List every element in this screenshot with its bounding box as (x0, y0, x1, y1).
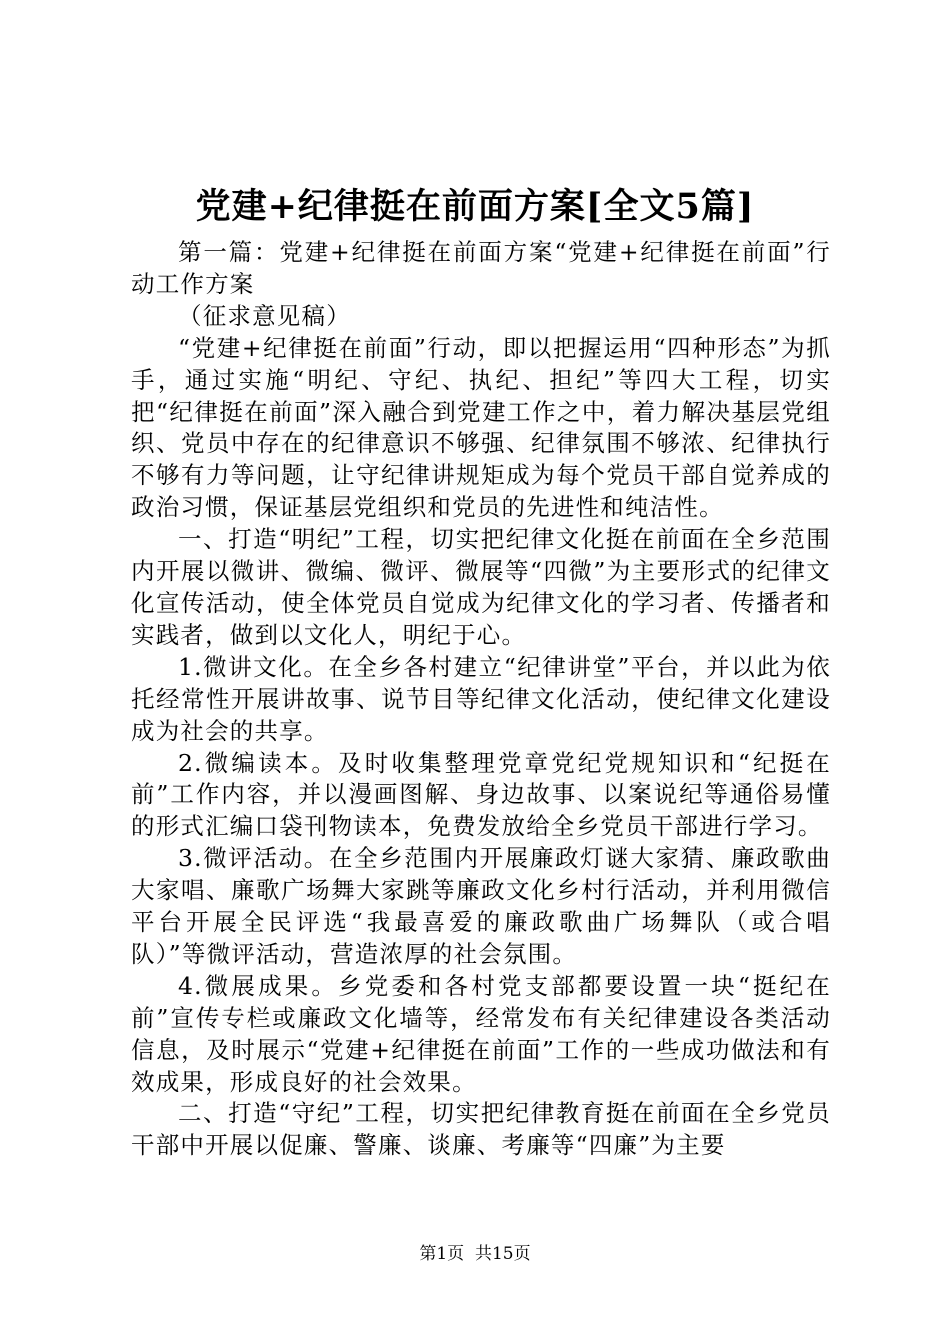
paragraph-item-1: 1.微讲文化。在全乡各村建立“纪律讲堂”平台，并以此为依托经常性开展讲故事、说节目等纪律文化活动，使纪律文化建设成为社会的共享。 (131, 652, 831, 745)
paragraph-item-2: 2.微编读本。及时收集整理党章党纪党规知识和“纪挺在前”工作内容，并以漫画图解、身边故事、以案说纪等通俗易懂的形式汇编口袋刊物读本，免费发放给全乡党员干部进行学习。 (131, 748, 831, 841)
paragraph-intro: “党建+纪律挺在前面”行动，即以把握运用“四种形态”为抓手，通过实施“明纪、守纪、执纪、担纪”等四大工程，切实把“纪律挺在前面”深入融合到党建工作之中，着力解决基层党组织、党员中存在的纪律意识不够强、纪律氛围不够浓、纪律执行不够有力等问题，让守纪律讲规矩成为每个党员干部自觉养成的政治习惯，保证基层党组织和党员的先进性和纯洁性。 (131, 333, 831, 522)
paragraph-item-4: 4.微展成果。乡党委和各村党支部都要设置一块“挺纪在前”宣传专栏或廉政文化墙等，经常发布有关纪律建设各类活动信息，及时展示“党建+纪律挺在前面”工作的一些成功做法和有效成果，形成良好的社会效果。 (131, 971, 831, 1096)
paragraph-item-3: 3.微评活动。在全乡范围内开展廉政灯谜大家猜、廉政歌曲大家唱、廉歌广场舞大家跳等廉政文化乡村行活动，并利用微信平台开展全民评选“我最喜爱的廉政歌曲广场舞队（或合唱队）”等微评活动，营造浓厚的社会氛围。 (131, 844, 831, 968)
paragraph-section-one: 一、打造“明纪”工程，切实把纪律文化挺在前面在全乡范围内开展以微讲、微编、微评、微展等“四微”为主要形式的纪律文化宣传活动，使全体党员自觉成为纪律文化的学习者、传播者和实践者，做到以文化人，明纪于心。 (131, 525, 831, 649)
paragraph-draft-note: （征求意见稿） (178, 301, 351, 330)
page-footer: 第1页 共15页 (419, 1244, 531, 1264)
paragraph-section-two: 二、打造“守纪”工程，切实把纪律教育挺在前面在全乡党员干部中开展以促廉、警廉、谈廉、考廉等“四廉”为主要 (131, 1099, 831, 1160)
paragraph-chapter-heading: 第一篇：党建+纪律挺在前面方案“党建+纪律挺在前面”行动工作方案 (131, 238, 831, 298)
document-body (131, 237, 831, 1162)
document-title: 党建+纪律挺在前面方案[全文5篇] (195, 186, 755, 227)
